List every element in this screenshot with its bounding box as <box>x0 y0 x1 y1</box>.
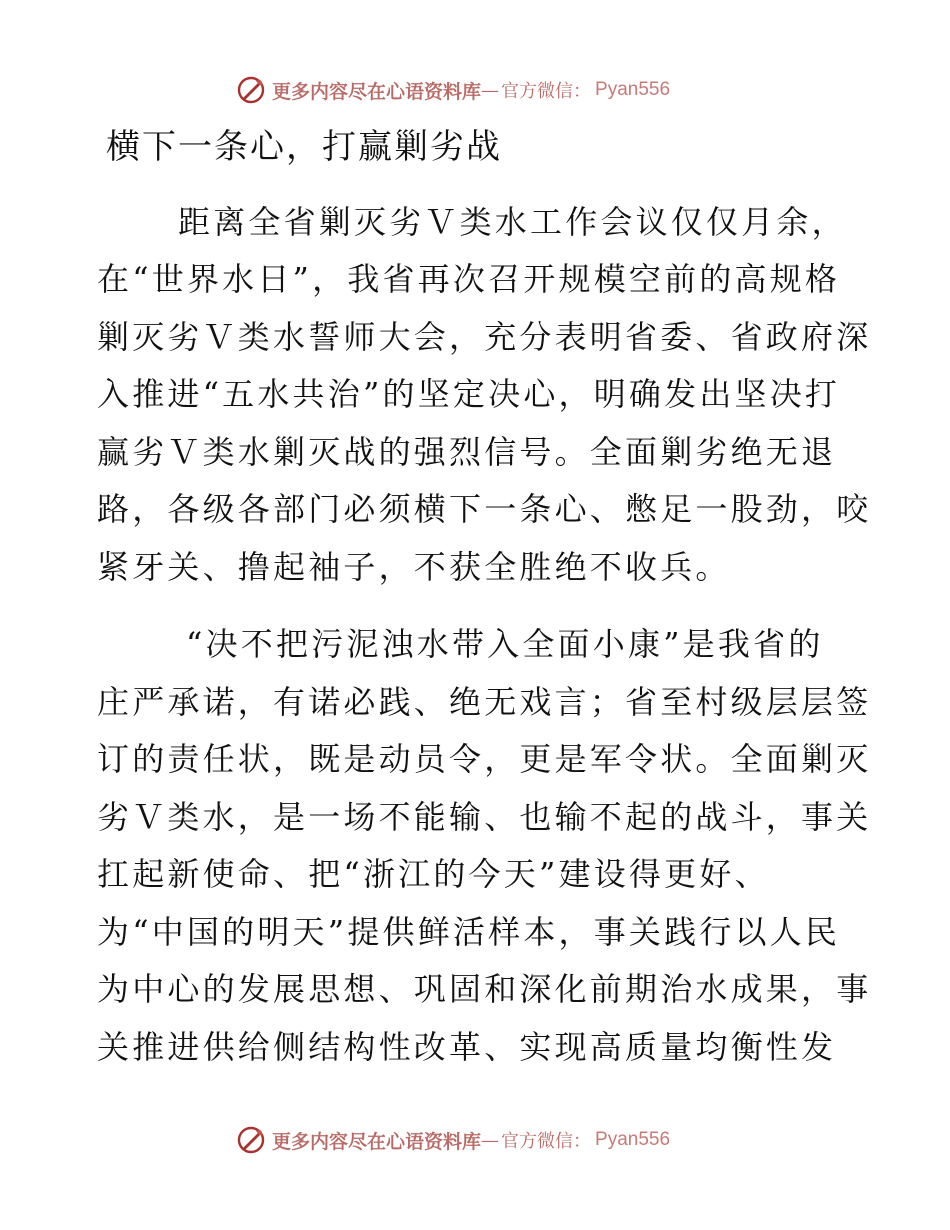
watermark-wechat-id: Pyan556 <box>595 79 671 100</box>
footer-watermark <box>236 1123 670 1157</box>
text-line: 剿灭劣Ｖ类水誓师大会，充分表明省委、省政府深 <box>97 318 872 356</box>
watermark-separator: — <box>481 1129 500 1151</box>
watermark-wechat-id: Pyan556 <box>595 1129 671 1150</box>
watermark-official-label: 官方微信： <box>501 1131 592 1152</box>
text-line: 紧牙关、撸起袖子，不获全胜绝不收兵。 <box>97 548 731 586</box>
text-line: 订的责任状，既是动员令，更是军令状。全面剿灭 <box>97 740 872 778</box>
text-line: 关推进供给侧结构性改革、实现高质量均衡性发 <box>97 1028 837 1066</box>
text-line: 赢劣Ｖ类水剿灭战的强烈信号。全面剿劣绝无退 <box>97 433 837 471</box>
text-line: 扛起新使命、把“浙江的今天”建设得更好、 <box>97 855 770 893</box>
watermark-separator: — <box>481 79 500 101</box>
header-watermark <box>236 73 670 107</box>
quill-logo-icon <box>236 1125 266 1155</box>
text-line: 劣Ｖ类水，是一场不能输、也输不起的战斗，事关 <box>97 798 872 836</box>
text-line: 为“中国的明天”提供鲜活样本，事关践行以人民 <box>97 913 841 951</box>
text-line: 庄严承诺，有诺必践、绝无戏言；省至村级层层签 <box>97 683 872 721</box>
watermark-text: 更多内容尽在心语资料库 <box>272 1130 482 1153</box>
text-line: 为中心的发展思想、巩固和深化前期治水成果，事 <box>97 970 872 1008</box>
quill-logo-icon <box>236 75 266 105</box>
text-line: 距离全省剿灭劣Ｖ类水工作会议仅仅月余， <box>178 203 847 241</box>
article-title: 横下一条心，打赢剿劣战 <box>106 127 502 167</box>
watermark-official-label: 官方微信： <box>501 81 592 102</box>
text-line: 入推进“五水共治”的坚定决心，明确发出坚决打 <box>97 375 841 413</box>
watermark-text: 更多内容尽在心语资料库 <box>272 80 482 103</box>
text-line: “决不把污泥浊水带入全面小康”是我省的 <box>186 625 824 663</box>
text-line: 在“世界水日”，我省再次召开规模空前的高规格 <box>97 260 841 298</box>
text-line: 路，各级各部门必须横下一条心、憋足一股劲，咬 <box>97 490 872 528</box>
